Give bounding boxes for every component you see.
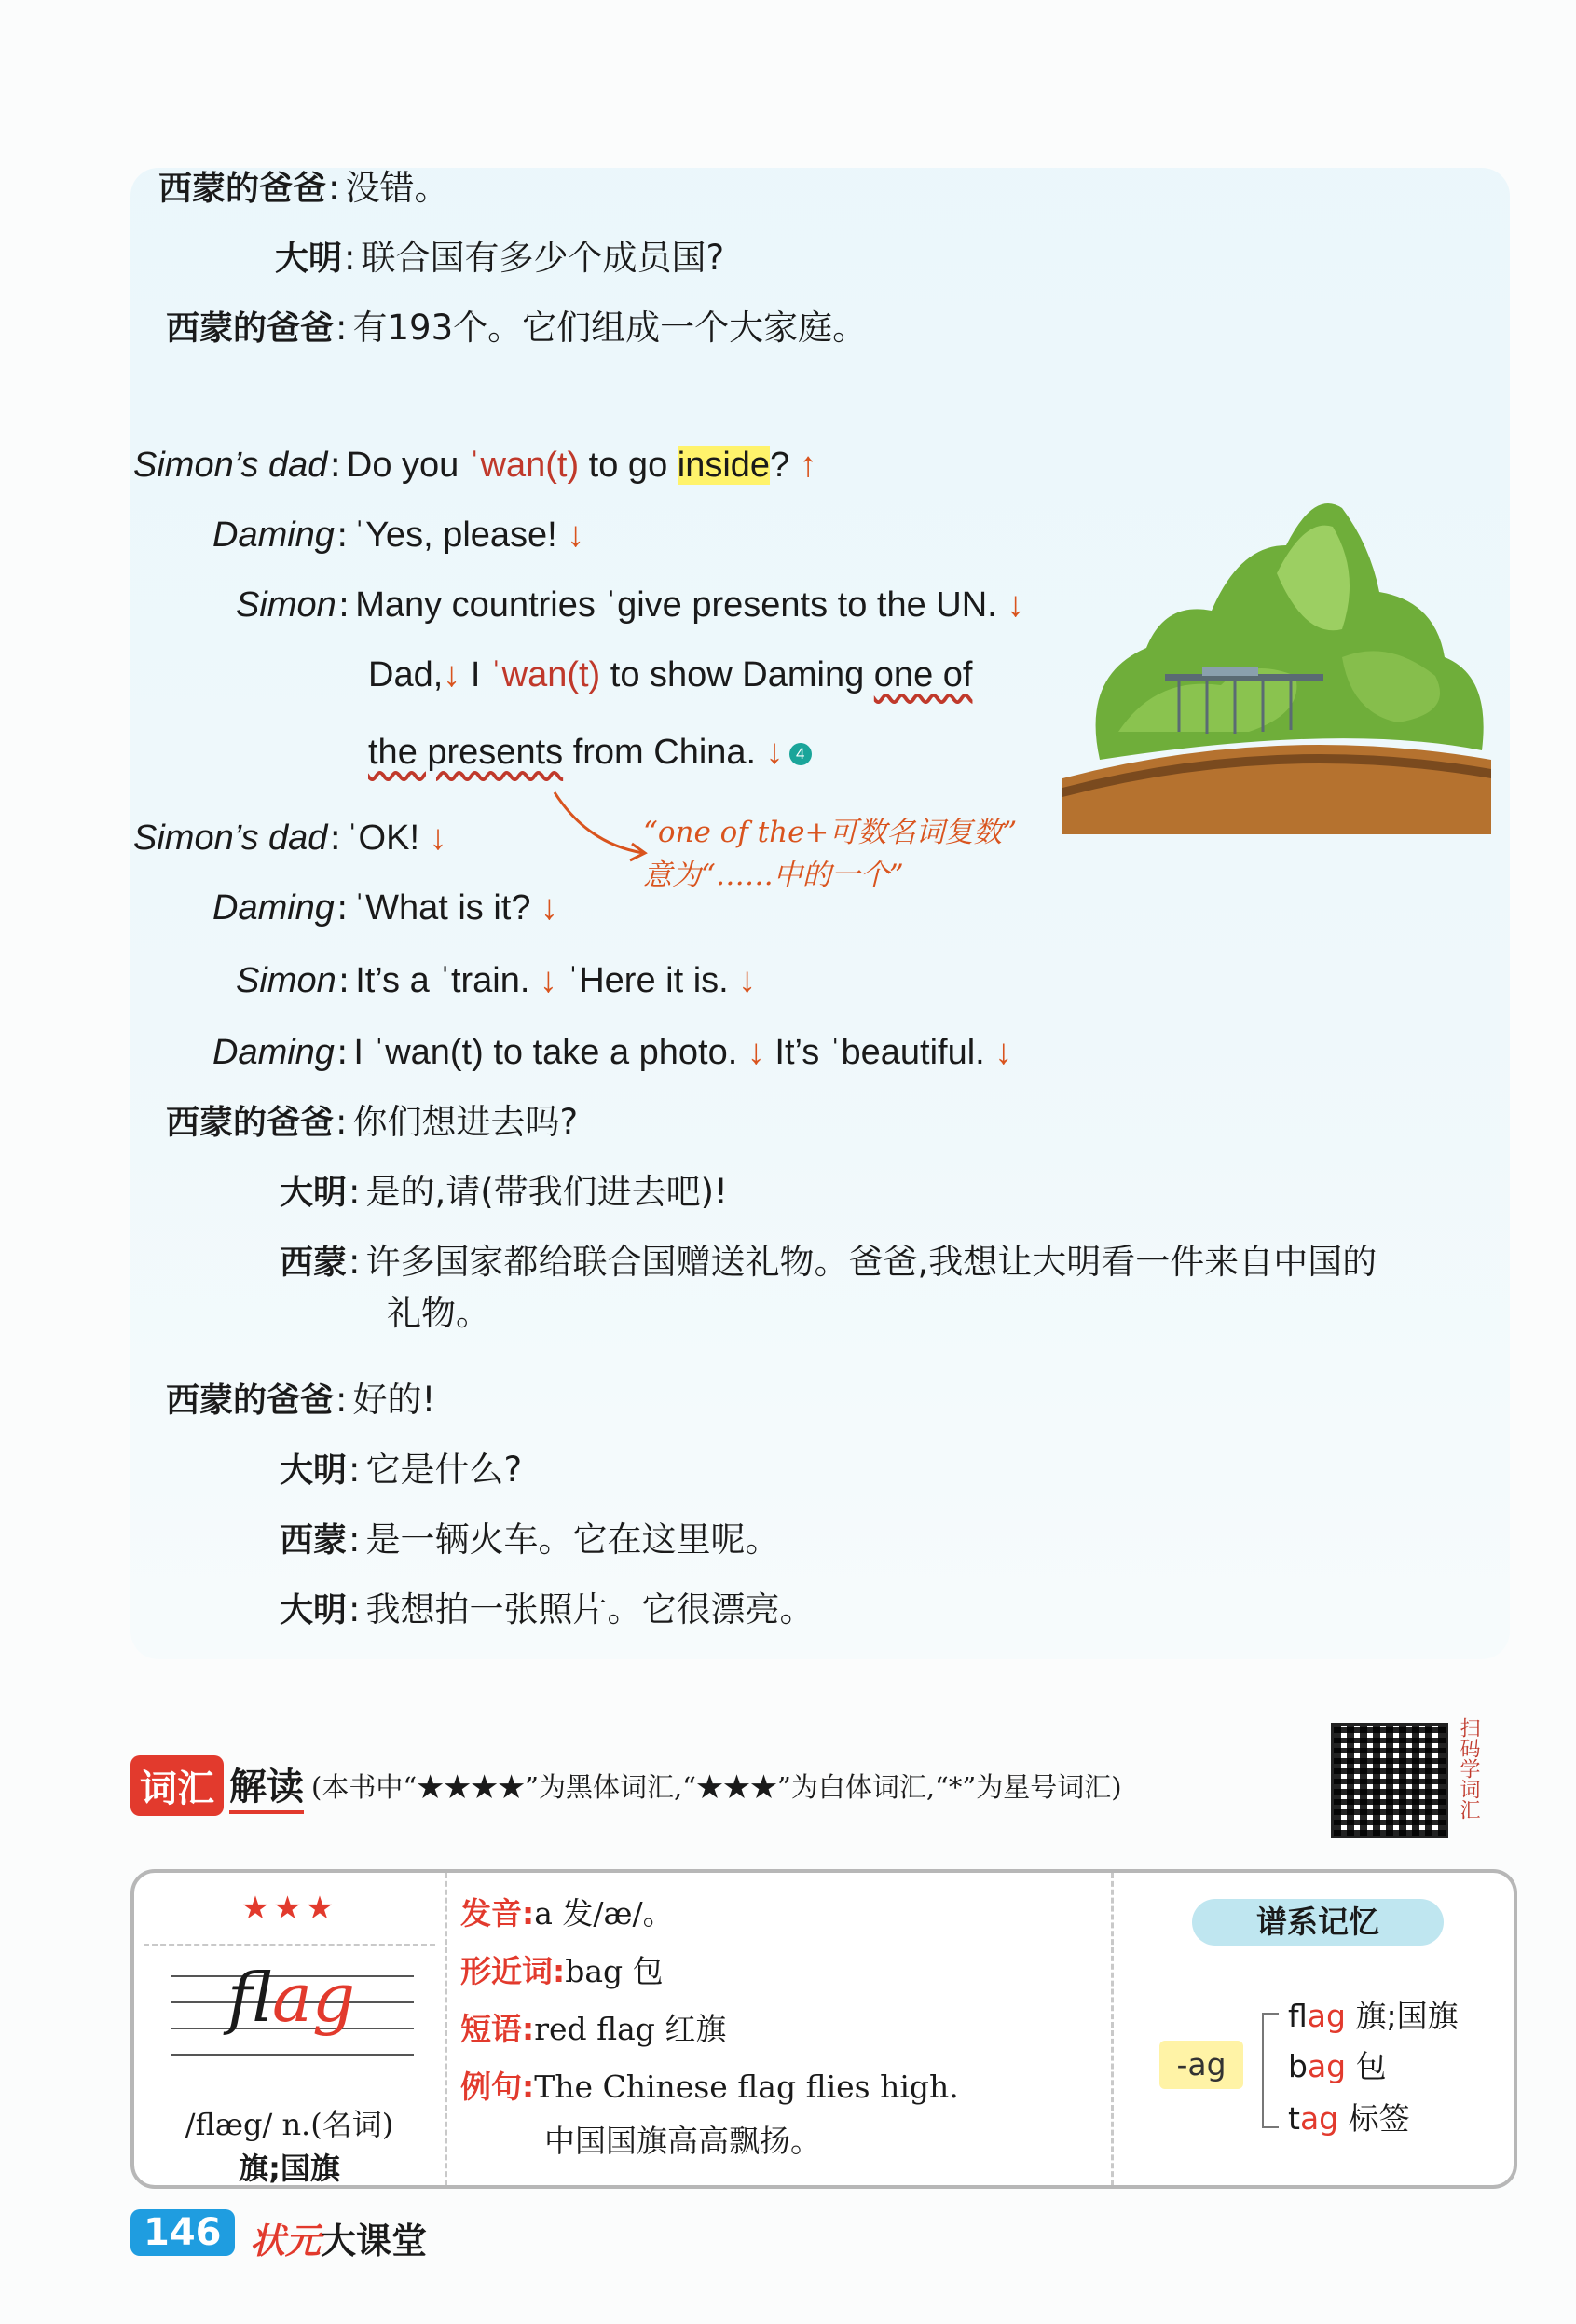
info-similar: 形近词:bag 包 [460, 1953, 664, 1989]
intonation-down-icon: ↓ [994, 1033, 1013, 1072]
speaker-label: Simon [236, 961, 336, 1000]
speaker-label: 西蒙的爸爸 [166, 309, 335, 348]
en-line: the presents from China. ↓ 4 [368, 730, 812, 775]
speaker-label: Simon [236, 585, 336, 625]
vocab-legend-note: (本书中“★★★★”为黑体词汇,“★★★”为白体词汇,“*”为星号词汇) [311, 1770, 1122, 1803]
line-text: 是一辆火车。它在这里呢。 [365, 1520, 780, 1560]
intonation-down-icon: ↓ [738, 961, 757, 1000]
en-line: Daming: ˈWhat is it? ↓ [212, 887, 559, 928]
speaker-label: 大明 [275, 240, 343, 278]
cn-line: 大明: 是的,请(带我们进去吧)! [280, 1172, 728, 1212]
cn-line: 西蒙的爸爸: 你们想进去吗? [166, 1102, 579, 1142]
info-pronunciation: 发音:a 发/æ/。 [460, 1895, 674, 1932]
intonation-down-icon: ↓ [1007, 585, 1025, 625]
speaker-label: 大明 [280, 1174, 348, 1212]
note-line: “one of the+可数名词复数” [643, 816, 1018, 849]
cn-line: 大明: 我想拍一张照片。它很漂亮。 [280, 1589, 815, 1630]
intonation-up-icon: ↑ [799, 446, 817, 485]
cn-line: 西蒙的爸爸: 有193个。它们组成一个大家庭。 [166, 308, 868, 348]
cn-line [387, 1291, 490, 1336]
note-number-badge: 4 [789, 743, 812, 765]
speaker-label: 大明 [280, 1591, 348, 1630]
family-word: flag 旗;国旗 [1288, 1998, 1459, 2034]
vocab-badge: 词汇 [130, 1755, 224, 1816]
vocab-word: flag [227, 1959, 356, 2037]
family-bracket [1262, 2013, 1279, 2128]
word-meaning: 旗;国旗 [239, 2151, 340, 2186]
grammar-note [643, 811, 1017, 897]
speaker-label: 西蒙 [280, 1521, 348, 1560]
cn-line: 西蒙的爸爸: 没错。 [158, 168, 449, 208]
en-line: Daming: ˈYes, please! ↓ [212, 515, 585, 555]
line-text: 没错。 [345, 168, 449, 208]
qr-label: 扫码学词汇 [1457, 1717, 1480, 1820]
phrase-underline: one of [873, 655, 973, 694]
speaker-label: Daming [212, 1033, 335, 1072]
intonation-down-icon: ↓ [540, 961, 558, 1000]
highlight-word: inside [677, 446, 771, 485]
en-line: Simon: It’s a ˈtrain. ↓ ˈHere it is. ↓ [236, 960, 757, 1000]
vocab-card [130, 1869, 1517, 2189]
mountain-train-illustration [1062, 489, 1491, 834]
en-line: Daming: I ˈwan(t) to take a photo. ↓ It’s ˈbeautiful. ↓ [212, 1032, 1013, 1072]
en-line: Simon’s dad: Do you ˈwan(t) to go inside? ↑ [133, 445, 817, 485]
family-word: bag 包 [1288, 2048, 1387, 2084]
note-line: 意为“……中的一个” [643, 859, 904, 892]
word-column [134, 1873, 447, 2185]
cn-line: 西蒙: 是一辆火车。它在这里呢。 [280, 1520, 780, 1560]
intonation-down-icon: ↓ [765, 733, 784, 772]
cn-line: 西蒙: 许多国家都给联合国赠送礼物。爸爸,我想让大明看一件来自中国的 [280, 1242, 1377, 1282]
line-text: 它是什么? [365, 1450, 523, 1490]
family-word: tag 标签 [1288, 2100, 1410, 2137]
cn-line: 大明: 联合国有多少个成员国? [275, 238, 725, 278]
word-family-title: 谱系记忆 [1192, 1899, 1444, 1946]
example-translation: 中国国旗高高飘扬。 [544, 2123, 821, 2159]
line-text: 联合国有多少个成员国? [361, 238, 725, 278]
speaker-label: 西蒙的爸爸 [166, 1104, 335, 1142]
line-text: 许多国家都给联合国赠送礼物。爸爸,我想让大明看一件来自中国的 [365, 1242, 1377, 1282]
info-example: 例句:The Chinese flag flies high. [460, 2069, 959, 2105]
speaker-label: 西蒙的爸爸 [166, 1382, 335, 1420]
intonation-down-icon: ↓ [541, 888, 559, 928]
line-text: 礼物。 [387, 1293, 490, 1333]
intonation-down-icon: ↓ [567, 516, 585, 555]
vocab-header [130, 1753, 1122, 1818]
intonation-down-icon: ↓ [429, 818, 447, 858]
speaker-label: 西蒙的爸爸 [158, 170, 327, 208]
suffix-box: -ag [1159, 2041, 1243, 2089]
pronunciation: /flæg/ n.(名词) [185, 2107, 394, 2142]
note-arrow-icon [550, 788, 652, 862]
star-rating: ★★★ [240, 1890, 338, 1927]
en-line: Simon’s dad: ˈOK! ↓ [133, 818, 447, 858]
en-line: Dad,↓ I ˈwan(t) to show Daming one of [368, 655, 973, 694]
cn-line: 西蒙的爸爸: 好的! [166, 1380, 436, 1420]
phrase-underline: the presents [368, 733, 564, 772]
vocab-title: 解读 [229, 1757, 304, 1814]
speaker-label: Daming [212, 516, 335, 555]
cn-line: 大明: 它是什么? [280, 1450, 523, 1490]
line-text: 好的! [352, 1380, 436, 1420]
line-text: 我想拍一张照片。它很漂亮。 [365, 1589, 815, 1630]
intonation-down-icon: ↓ [443, 655, 461, 694]
speaker-label: Simon’s dad [133, 818, 328, 858]
line-text: 你们想进去吗? [352, 1102, 579, 1142]
speaker-label: Simon’s dad [133, 446, 328, 485]
page-number: 146 [130, 2209, 235, 2256]
intonation-down-icon: ↓ [747, 1033, 765, 1072]
en-line: Simon: Many countries ˈgive presents to the UN. ↓ [236, 584, 1025, 625]
qr-code-icon[interactable] [1331, 1723, 1448, 1838]
line-text: 是的,请(带我们进去吧)! [365, 1172, 728, 1212]
info-phrase: 短语:red flag 红旗 [460, 2011, 727, 2047]
speaker-label: 大明 [280, 1451, 348, 1490]
brand-logo: 状元大课堂 [250, 2221, 428, 2262]
line-text: 有193个。它们组成一个大家庭。 [352, 308, 868, 348]
speaker-label: Daming [212, 888, 335, 928]
speaker-label: 西蒙 [280, 1244, 348, 1282]
